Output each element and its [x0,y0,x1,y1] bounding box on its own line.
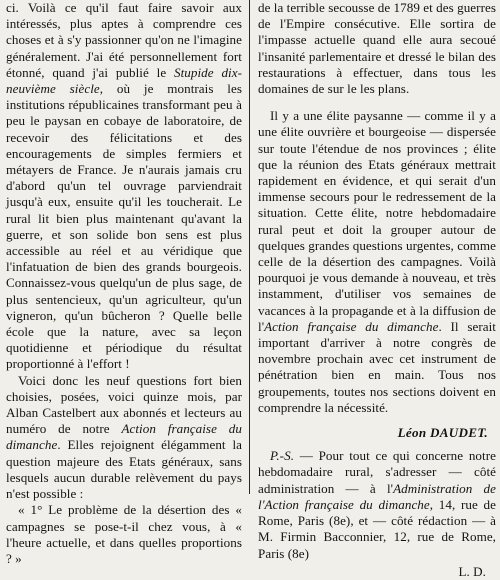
administration-name: Administration de l'Action française du dimanche [258,480,496,512]
right-paragraph-2 [258,108,496,416]
postscript [258,448,496,561]
ps-label: P.-S. [270,448,295,464]
left-paragraph-1-rest: , où je montrais les institutions républicaines transformant peu à peu le paysan en cobaye de laboratoire, de recevoir des félicitations et des encouragements de simples fermiers et métayers de France. Je n'aurais jamais cru d'abord qu'un tel ouvrage parviendrait jusqu'à eux, ensuite qu'il les toucherait. Le rural lit bien plus maintenant qu'avant la guerre, et son solide bon sens est plus accessible au réel et au véridique que l'infatuation de bien des grands bourgeois. Connaissez-vous quelqu'un de plus sage, de plus sentencieux, qu'un agriculteur, qu'un vigneron, qu'un bûcheron ? Quelle belle école que la nature, avec sa leçon quotidienne et périodique du résultat proportionné à l'effort ! [6,81,243,372]
ps-text-1: — Pour tout ce qui concerne notre hebdomadaire rural, s'adresser — côté administration — à l' [258,448,496,496]
right-paragraph-2-text: Il y a une élite paysanne — comme il y a une élite ouvrière et bourgeoise — dispersée sur toute l'étendue de nos provinces ; élite que la réunion des Etats généraux mettrait rapidement en évidence, et qui serait d'un immense secours pour le redressement de la situation. Cette élite, notre hebdomadaire rural peut et doit la grouper autour de quelques grandes questions urgentes, comme celle de la désertion des campagnes. Voilà pourquoi je vous demande à nouveau, et très instamment, d'utiliser vos semaines de vacances à la propagande et à la diffusion de l' [258,108,496,334]
left-paragraph-2-rest: . Elles rejoignent élégamment la question majeure des Etats généraux, sans lesquels aucun durable relèvement du pays n'est possible : [6,437,242,502]
book-title: Stupide dix-neuvième siècle [6,64,242,97]
left-column [6,0,242,567]
left-paragraph-1 [6,0,242,373]
question-quote: « 1° Le problème de la désertion des « campagnes se pose-t-il chez vous, à « l'heure actuelle, et dans quelles proportions ? » [6,502,242,566]
right-paragraph-2-rest: . Il serait important d'arriver à notre congrès de novembre prochain avec cet instrument de pénétration bien en main. Tous nos groupements, toutes nos sections doivent en comprendre la nécessité. [258,318,496,415]
left-paragraph-2 [6,373,242,503]
publication-title: Action française du dimanche [6,421,242,453]
right-paragraph-1: de la terrible secousse de 1789 et des guerres de l'Empire consécutive. Elle sortira de l'impasse actuelle quand elle aura secoué l'insanité parlementaire et dressé le bilan des restaurations à effectuer, dans tous les domaines de sur le les plans. [258,0,496,97]
publication-title-2: Action française du dimanche [264,318,439,334]
column-divider [249,0,250,494]
author-signature: Léon DAUDET. [397,425,488,441]
left-paragraph-1-text: ci. Voilà ce qu'il faut faire savoir aux intéressés, plus aptes à comprendre ces choses et à s'y passionner qu'on ne l'imagine généralement. J'ai été personnellement fort étonné, quand j'ai publié le [6,0,242,80]
trailing-initials: L. D. [458,563,486,579]
left-paragraph-2-text: Voici donc les neuf questions fort bien choisies, posées, voici quinze mois, par Alban Castelbert aux abonnés et lecteurs au numéro de notre [6,372,242,437]
ps-text-2: , 14, rue de Rome, Paris (8e), et — côté rédaction — à M. Firmin Bacconnier, 12, rue de Rome, Paris (8e) [258,496,496,561]
right-column [258,0,496,580]
